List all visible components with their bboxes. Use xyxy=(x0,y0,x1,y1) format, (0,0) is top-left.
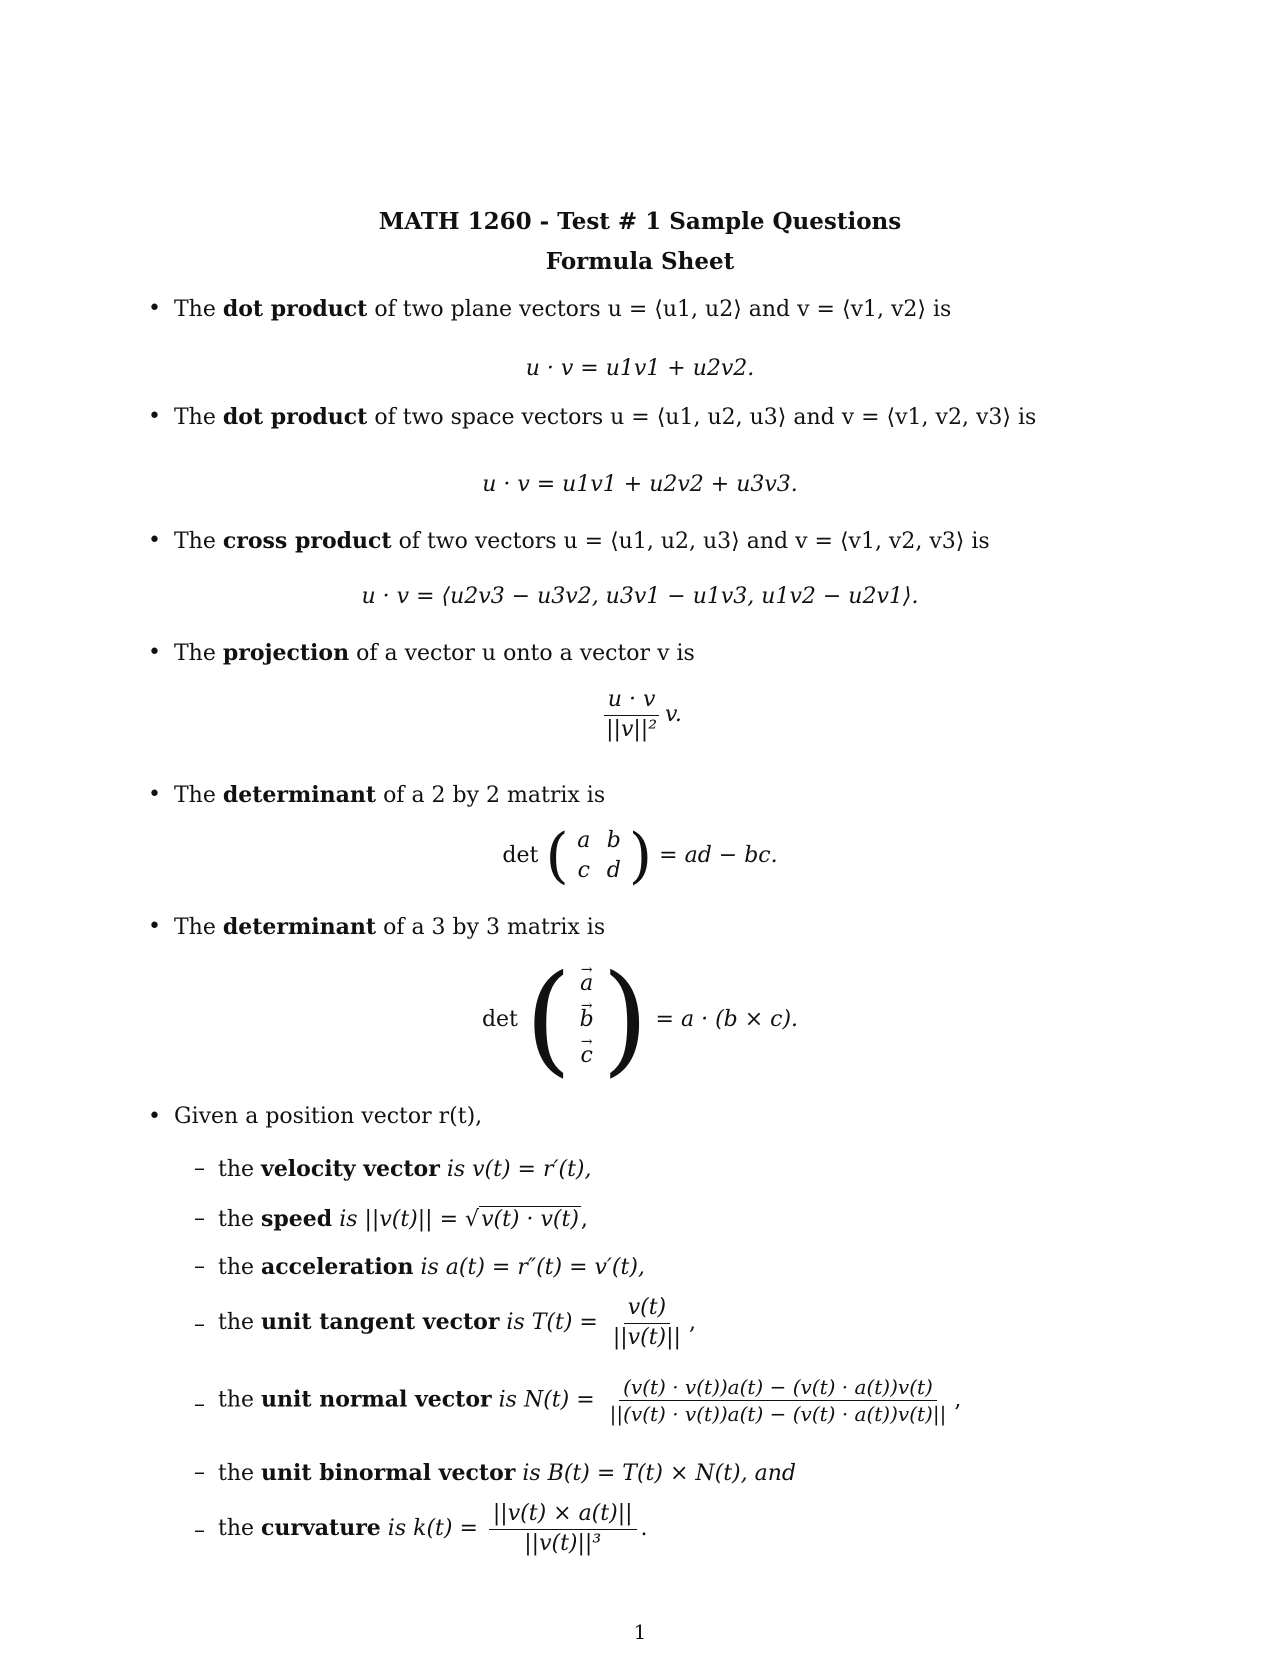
projection-fraction: $\frac{u \cdot v}{\text{||v||²}}$ xyxy=(602,686,661,744)
item-dot-plane: The dot product of two plane vectors u = ⟨u1, u2⟩ and v = ⟨v1, v2⟩ is xyxy=(174,296,952,322)
matrix-2x2: a b c d xyxy=(577,828,621,883)
bullet-det3: • xyxy=(148,914,161,939)
term-dot-product: dot product xyxy=(222,296,368,322)
bullet-dot-space: • xyxy=(148,404,161,429)
dash-binormal: – xyxy=(194,1460,205,1485)
tangent-fraction: $\frac{v(t)}{||v(t)||}$ xyxy=(612,1295,681,1350)
dash-velocity: – xyxy=(194,1156,205,1181)
normal-fraction: $\frac{(v(t) \cdot v(t))a(t) - (v(t) \cdot a(t))v(t)}{||(v(t) \cdot v(t))a(t) - (v(t) \cdot a(t))v(t)||}$ xyxy=(609,1375,947,1426)
formula-det2: det ( a b c d ) = ad − bc. xyxy=(502,821,778,891)
term-unit-tangent: unit tangent vector xyxy=(261,1309,500,1336)
item-det3: The determinant of a 3 by 3 matrix is xyxy=(174,914,606,940)
bullet-dot-plane: • xyxy=(148,296,161,321)
bullet-position: • xyxy=(148,1104,161,1129)
item-det2: The determinant of a 2 by 2 matrix is xyxy=(174,782,606,808)
dash-curvature: – xyxy=(194,1518,205,1543)
dash-tangent: – xyxy=(194,1312,205,1337)
term-curvature: curvature xyxy=(261,1515,381,1542)
subitem-velocity: the velocity vector is v(t) = r′(t), xyxy=(218,1156,592,1182)
subitem-speed: the speed is ||v(t)|| = √v(t) · v(t), xyxy=(218,1206,588,1232)
page-subtitle: Formula Sheet xyxy=(545,248,735,275)
term-dot-product-space: dot product xyxy=(222,404,368,430)
bullet-det2: • xyxy=(148,782,161,807)
term-unit-normal: unit normal vector xyxy=(261,1386,492,1413)
item-dot-space: The dot product of two space vectors u = ⟨u1, u2, u3⟩ and v = ⟨v1, v2, v3⟩ is xyxy=(174,404,1037,430)
bullet-projection: • xyxy=(148,640,161,665)
matrix-3-rows: → a → b → c xyxy=(572,966,602,1074)
item-projection: The projection of a vector u onto a vector v is xyxy=(174,640,695,666)
formula-projection: $\frac{u \cdot v}{\text{||v||²}}$ v. xyxy=(0,686,1280,744)
term-unit-binormal: unit binormal vector xyxy=(261,1460,516,1486)
curvature-fraction: $\frac{||v(t) \times a(t)||}{\text{||v(t)||³}}$ xyxy=(489,1500,637,1558)
page-number: 1 xyxy=(633,1620,647,1644)
item-position: Given a position vector r(t), xyxy=(174,1104,483,1129)
dash-acceleration: – xyxy=(194,1254,205,1279)
term-determinant-3: determinant xyxy=(222,914,377,940)
dash-speed: – xyxy=(194,1206,205,1231)
subitem-curvature: the curvature is k(t) = $\frac{||v(t) \times a(t)||}{\text{||v(t)||³}}$ . xyxy=(218,1500,648,1558)
dash-normal: – xyxy=(194,1392,205,1417)
term-acceleration: acceleration xyxy=(261,1254,414,1280)
term-velocity: velocity vector xyxy=(261,1156,440,1182)
subitem-tangent: the unit tangent vector is T(t) = $\frac{v(t)}{||v(t)||}$ , xyxy=(218,1294,696,1352)
subitem-normal: the unit normal vector is N(t) = $\frac{(v(t) \cdot v(t))a(t) - (v(t) \cdot a(t))v(t)}{||(v(t) \cdot v(t))a(t) - (v(t) \cdot a(t))v(t)||}$ , xyxy=(218,1375,962,1426)
bullet-cross: • xyxy=(148,528,161,553)
formula-dot-plane: u · v = u1v1 + u2v2. xyxy=(525,356,755,381)
term-speed: speed xyxy=(261,1206,333,1232)
formula-det3: det ( → a → b → c ) = a · (b × c). xyxy=(0,960,1280,1080)
speed-radicand: v(t) · v(t) xyxy=(481,1207,579,1232)
term-cross-product: cross product xyxy=(222,528,392,554)
term-projection: projection xyxy=(222,640,350,666)
item-cross: The cross product of two vectors u = ⟨u1, u2, u3⟩ and v = ⟨v1, v2, v3⟩ is xyxy=(174,528,990,554)
page-title: MATH 1260 - Test # 1 Sample Questions xyxy=(378,208,902,235)
term-determinant-2: determinant xyxy=(222,782,377,808)
formula-cross: u · v = ⟨u2v3 − u3v2, u3v1 − u1v3, u1v2 − u2v1⟩. xyxy=(361,584,919,609)
subitem-binormal: the unit binormal vector is B(t) = T(t) × N(t), and xyxy=(218,1460,796,1486)
subitem-acceleration: the acceleration is a(t) = r″(t) = v′(t), xyxy=(218,1254,645,1280)
formula-dot-space: u · v = u1v1 + u2v2 + u3v3. xyxy=(482,472,798,497)
